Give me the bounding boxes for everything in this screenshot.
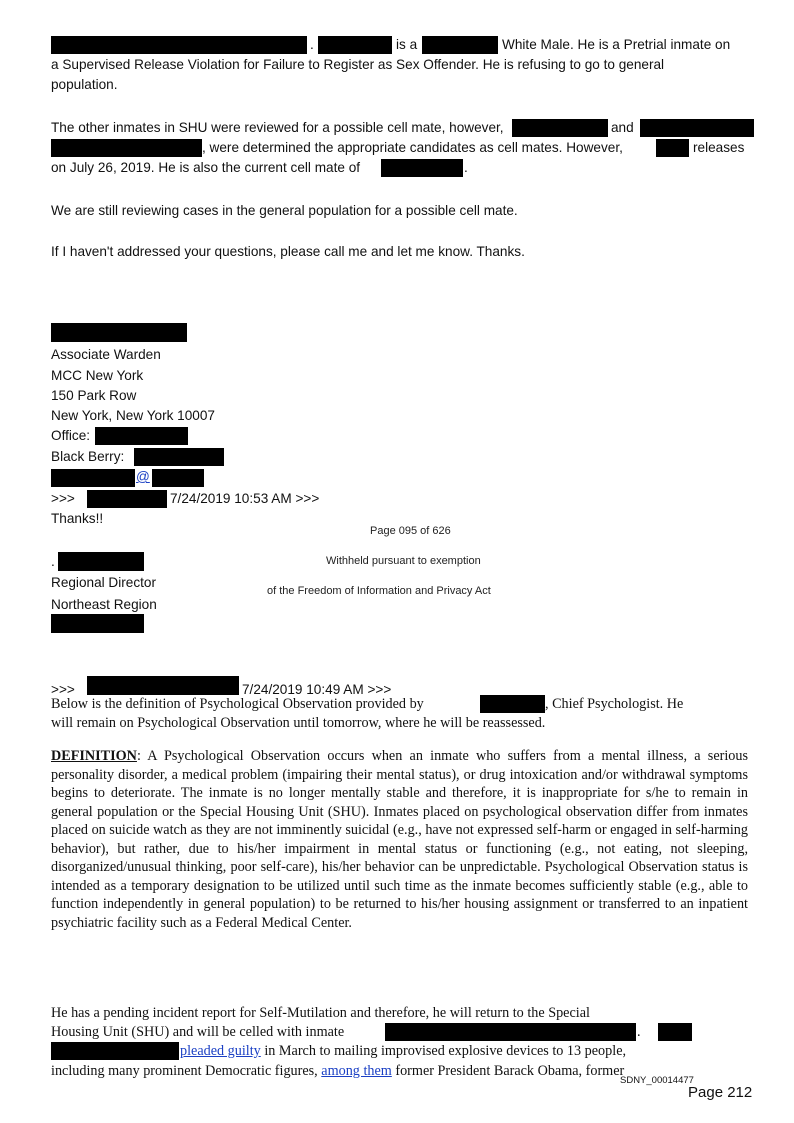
p1-line3: population. <box>51 77 118 92</box>
reply1-prefix: >>> <box>51 491 75 506</box>
p2-line2-mid: , were determined the appropriate candidates as cell mates. However, <box>202 140 623 155</box>
sig2-dot: . <box>51 554 55 569</box>
definition-label: DEFINITION <box>51 748 137 764</box>
redaction-cellmate <box>381 159 463 177</box>
redaction-inmate-short <box>658 1023 692 1041</box>
stamp-withheld: Withheld pursuant to exemption <box>326 555 481 567</box>
redaction-inmate-1 <box>512 119 608 137</box>
closing-line4-tail: former President Barack Obama, former <box>391 1063 625 1079</box>
email-at-link[interactable]: @ <box>136 469 150 484</box>
redaction-office-phone <box>95 427 188 445</box>
redaction-psychologist <box>480 695 545 713</box>
p2-line1-head: The other inmates in SHU were reviewed for a possible cell mate, however, <box>51 120 504 135</box>
sig-title: Associate Warden <box>51 347 161 362</box>
reply2-prefix: >>> <box>51 682 75 697</box>
redaction-inmate-fullname <box>51 1042 179 1060</box>
among-them-link[interactable]: among them <box>321 1063 392 1079</box>
p1-line2: a Supervised Release Violation for Failure to Register as Sex Offender. He is refusing to go to general <box>51 57 665 72</box>
reply1-timestamp: 7/24/2019 10:53 AM >>> <box>170 491 320 506</box>
redaction-inmate-name <box>385 1023 636 1041</box>
closing-line3 <box>180 1042 626 1061</box>
p3-text: We are still reviewing cases in the general population for a possible cell mate. <box>51 203 518 218</box>
redaction-email-user <box>51 469 135 487</box>
closing-line4 <box>51 1062 624 1081</box>
redaction-director-name <box>58 552 144 571</box>
redaction-name <box>51 36 307 54</box>
definition-text: : A Psychological Observation occurs when an inmate who suffers from a mental illness, a serious personality disorder, a medical problem (impairing their mental status), or drug intoxication and/or withdrawal symptoms begins to deteriorate. The inmate is no longer mentally stable and therefore, it is inappropriate for s/he to remain in general population or the Special Housing Unit (SHU). Inmates placed on psychological observation differ from inmates placed on suicide watch as they are not imminently suicidal (e.g., have not expressed self-harm or engaged in self-harming behavior), but rather, due to his/her impairment in mental status or functioning (e.g., not eating, not sleeping, disorganized/unusual thinking, poor self-care), his/her behavior can be unpredictable. Psychological Observation status is intended as a temporary designation to be utilized until such time as the inmate becomes sufficiently stable (e.g., able to function independently in general population) to be returned to his/her housing assignment or transferred to an inpatient psychiatric facility such as a Federal Medical Center. <box>51 748 748 931</box>
redaction-inmate-2 <box>640 119 754 137</box>
closing-line4-head: including many prominent Democratic figures, <box>51 1063 322 1079</box>
redaction-email-domain <box>152 469 204 487</box>
redaction-number <box>318 36 392 54</box>
redaction-sender-name <box>51 323 187 342</box>
p1-sep: . <box>310 37 314 52</box>
p1-line1-tail: White Male. He is a Pretrial inmate on <box>502 37 731 52</box>
definition-block <box>51 747 748 932</box>
stamp-foia: of the Freedom of Information and Privacy Act <box>267 585 491 597</box>
closing-line2-dot: . <box>637 1024 641 1040</box>
stamp-page-count: Page 095 of 626 <box>370 525 451 537</box>
redaction-inmate-3 <box>51 139 202 157</box>
reply2-timestamp: 7/24/2019 10:49 AM >>> <box>242 682 392 697</box>
reply2-line2: will remain on Psychological Observation until tomorrow, where he will be reassessed. <box>51 715 546 731</box>
sig-office-label: Office: <box>51 428 91 443</box>
reply2-line1-head: Below is the definition of Psychological Observation provided by <box>51 696 424 712</box>
sig2-region: Northeast Region <box>51 597 157 612</box>
redaction-reply2-sender <box>87 676 239 695</box>
reply2-line1-tail: , Chief Psychologist. He <box>545 696 684 712</box>
p2-line3-end: . <box>464 160 468 175</box>
closing-line3-tail: in March to mailing improvised explosive devices to 13 people, <box>260 1043 627 1059</box>
p2-releases: releases <box>693 140 745 155</box>
p4-text: If I haven't addressed your questions, please call me and let me know. Thanks. <box>51 244 525 259</box>
sig-city: New York, New York 10007 <box>51 408 215 423</box>
page-number: Page 212 <box>688 1084 753 1101</box>
redaction-director-contact <box>51 614 144 633</box>
redaction-reply1-sender <box>87 490 167 508</box>
bates-number: SDNY_00014477 <box>620 1075 694 1086</box>
redaction-blackberry <box>134 448 224 466</box>
sig2-title: Regional Director <box>51 575 157 590</box>
pleaded-guilty-link[interactable]: pleaded guilty <box>180 1043 261 1059</box>
closing-line2-head: Housing Unit (SHU) and will be celled with inmate <box>51 1024 345 1040</box>
sig-org: MCC New York <box>51 368 144 383</box>
sig-blackberry-label: Black Berry: <box>51 449 125 464</box>
reply1-body: Thanks!! <box>51 511 104 526</box>
sig-street: 150 Park Row <box>51 388 137 403</box>
redaction-inmate-4 <box>656 139 689 157</box>
redaction-age <box>422 36 498 54</box>
p2-line3-head: on July 26, 2019. He is also the current cell mate of <box>51 160 361 175</box>
p2-and: and <box>611 120 634 135</box>
p1-is-a: is a <box>396 37 418 52</box>
closing-line1: He has a pending incident report for Self-Mutilation and therefore, he will return to the Special <box>51 1005 590 1021</box>
